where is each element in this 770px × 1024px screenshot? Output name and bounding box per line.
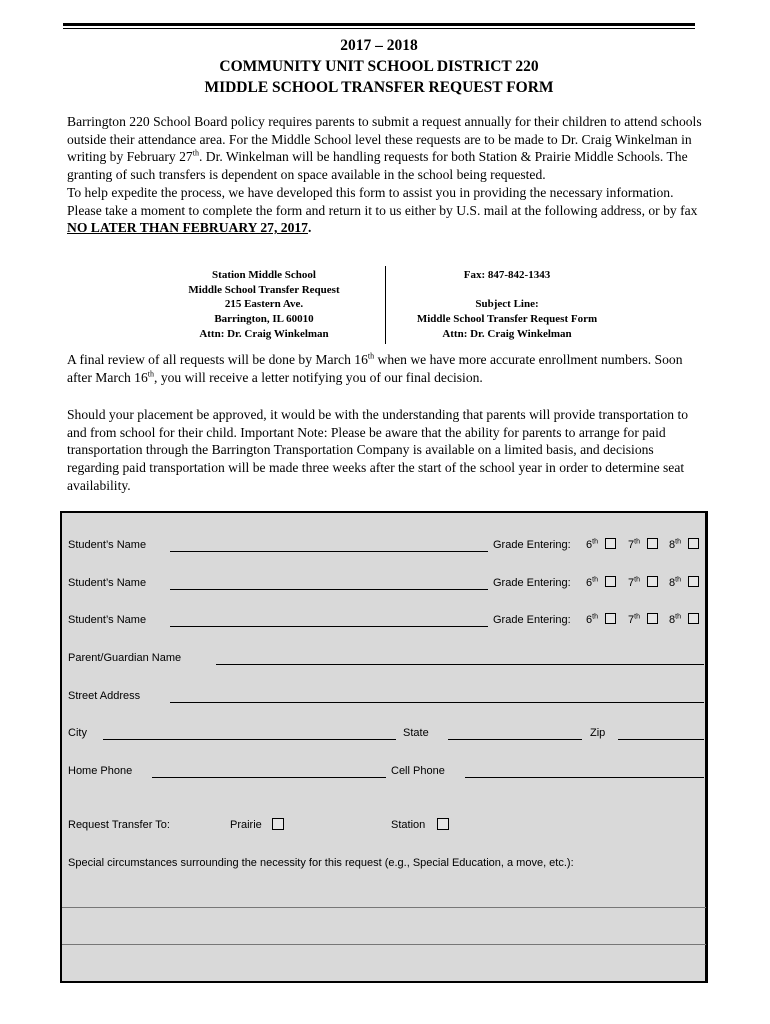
grade-label-2: Grade Entering: <box>493 577 571 589</box>
mail-address: Station Middle School Middle School Transfer Request 215 Eastern Ave. Barrington, IL 60010 Attn: Dr. Craig Winkelman <box>188 269 340 340</box>
placement-text: Should your placement be approved, it would be with the understanding that parents will provide transportation to and from school for their child. Important Note: Please be aware that the ability for parents to arrange for paid transportation through the Barrington Transportation Company is available on a limited basis, and decisions regarding paid transportation will be made three weeks after the start of the school year in order to determine seat availability. <box>67 407 689 493</box>
grade-6-label-1: 6th <box>586 538 598 551</box>
top-rule-thick <box>63 23 695 26</box>
station-checkbox[interactable] <box>437 818 449 830</box>
district-name: COMMUNITY UNIT SCHOOL DISTRICT 220 <box>219 58 539 75</box>
grade-7-checkbox-2[interactable] <box>647 576 658 587</box>
zip-label: Zip <box>590 727 606 739</box>
parent-name-label: Parent/Guardian Name <box>68 652 182 664</box>
deadline: NO LATER THAN FEBRUARY 27, 2017 <box>67 220 308 236</box>
grade-8-checkbox-1[interactable] <box>688 538 699 549</box>
state-field[interactable] <box>448 739 582 740</box>
prairie-checkbox[interactable] <box>272 818 284 830</box>
special-circumstances-label: Special circumstances surrounding the necessity for this request (e.g., Special Education, a move, etc.): <box>68 857 574 869</box>
school-year: 2017 – 2018 <box>340 37 418 54</box>
request-transfer-label: Request Transfer To: <box>68 819 170 831</box>
special-circumstances-line-2[interactable] <box>62 944 706 945</box>
student-name-label-1: Student’s Name <box>68 539 147 551</box>
street-address-label: Street Address <box>68 690 141 702</box>
student-name-field-1[interactable] <box>170 551 488 552</box>
grade-7-label-1: 7th <box>628 538 640 551</box>
student-name-label-3: Student’s Name <box>68 614 147 626</box>
cell-phone-field[interactable] <box>465 777 704 778</box>
student-name-field-3[interactable] <box>170 626 488 627</box>
address-divider <box>385 266 386 344</box>
street-address-field[interactable] <box>170 702 704 703</box>
grade-label-1: Grade Entering: <box>493 539 571 551</box>
intro-text: Barrington 220 School Board policy requires parents to submit a request annually for their children to attend schools outside their attendance area. For the Middle School level these requests are to be made to Dr. Craig Winkelman in writing by February 27th. Dr. Winkelman will be handling requests for both Station & Prairie Middle Schools. The granting of such transfers is dependent on space available in the school being requested. To help expedite the process, we have developed this form to assist you in providing the necessary information. Please take a moment to complete the form and return it to us either by U.S. mail at the following address, or by fax NO LATER THAN FEBRUARY 27, 2017. <box>67 114 702 236</box>
city-label: City <box>68 727 87 739</box>
home-phone-field[interactable] <box>152 777 386 778</box>
state-label: State <box>403 727 429 739</box>
special-circumstances-line-1[interactable] <box>62 907 706 908</box>
grade-8-label-3: 8th <box>669 613 681 626</box>
zip-field[interactable] <box>618 739 704 740</box>
grade-7-checkbox-1[interactable] <box>647 538 658 549</box>
student-name-label-2: Student’s Name <box>68 577 147 589</box>
home-phone-label: Home Phone <box>68 765 133 777</box>
prairie-label: Prairie <box>230 819 262 831</box>
grade-6-label-2: 6th <box>586 576 598 589</box>
review-text: A final review of all requests will be done by March 16th when we have more accurate enrollment numbers. Soon after March 16th, you will receive a letter notifying you of our final decision. <box>67 351 683 385</box>
student-name-field-2[interactable] <box>170 589 488 590</box>
station-label: Station <box>391 819 426 831</box>
grade-6-label-3: 6th <box>586 613 598 626</box>
grade-7-label-3: 7th <box>628 613 640 626</box>
grade-8-checkbox-2[interactable] <box>688 576 699 587</box>
form-box <box>60 511 708 983</box>
grade-8-label-2: 8th <box>669 576 681 589</box>
grade-8-checkbox-3[interactable] <box>688 613 699 624</box>
top-rule-thin <box>63 28 695 29</box>
city-field[interactable] <box>103 739 396 740</box>
grade-6-checkbox-2[interactable] <box>605 576 616 587</box>
parent-name-field[interactable] <box>216 664 704 665</box>
form-title: MIDDLE SCHOOL TRANSFER REQUEST FORM <box>204 79 554 96</box>
grade-8-label-1: 8th <box>669 538 681 551</box>
grade-7-checkbox-3[interactable] <box>647 613 658 624</box>
grade-6-checkbox-1[interactable] <box>605 538 616 549</box>
grade-6-checkbox-3[interactable] <box>605 613 616 624</box>
box-shadow <box>705 511 708 983</box>
cell-phone-label: Cell Phone <box>391 765 445 777</box>
grade-label-3: Grade Entering: <box>493 614 571 626</box>
fax-address: Fax: 847-842-1343 Subject Line: Middle School Transfer Request Form Attn: Dr. Craig Winkelman <box>416 269 598 340</box>
grade-7-label-2: 7th <box>628 576 640 589</box>
